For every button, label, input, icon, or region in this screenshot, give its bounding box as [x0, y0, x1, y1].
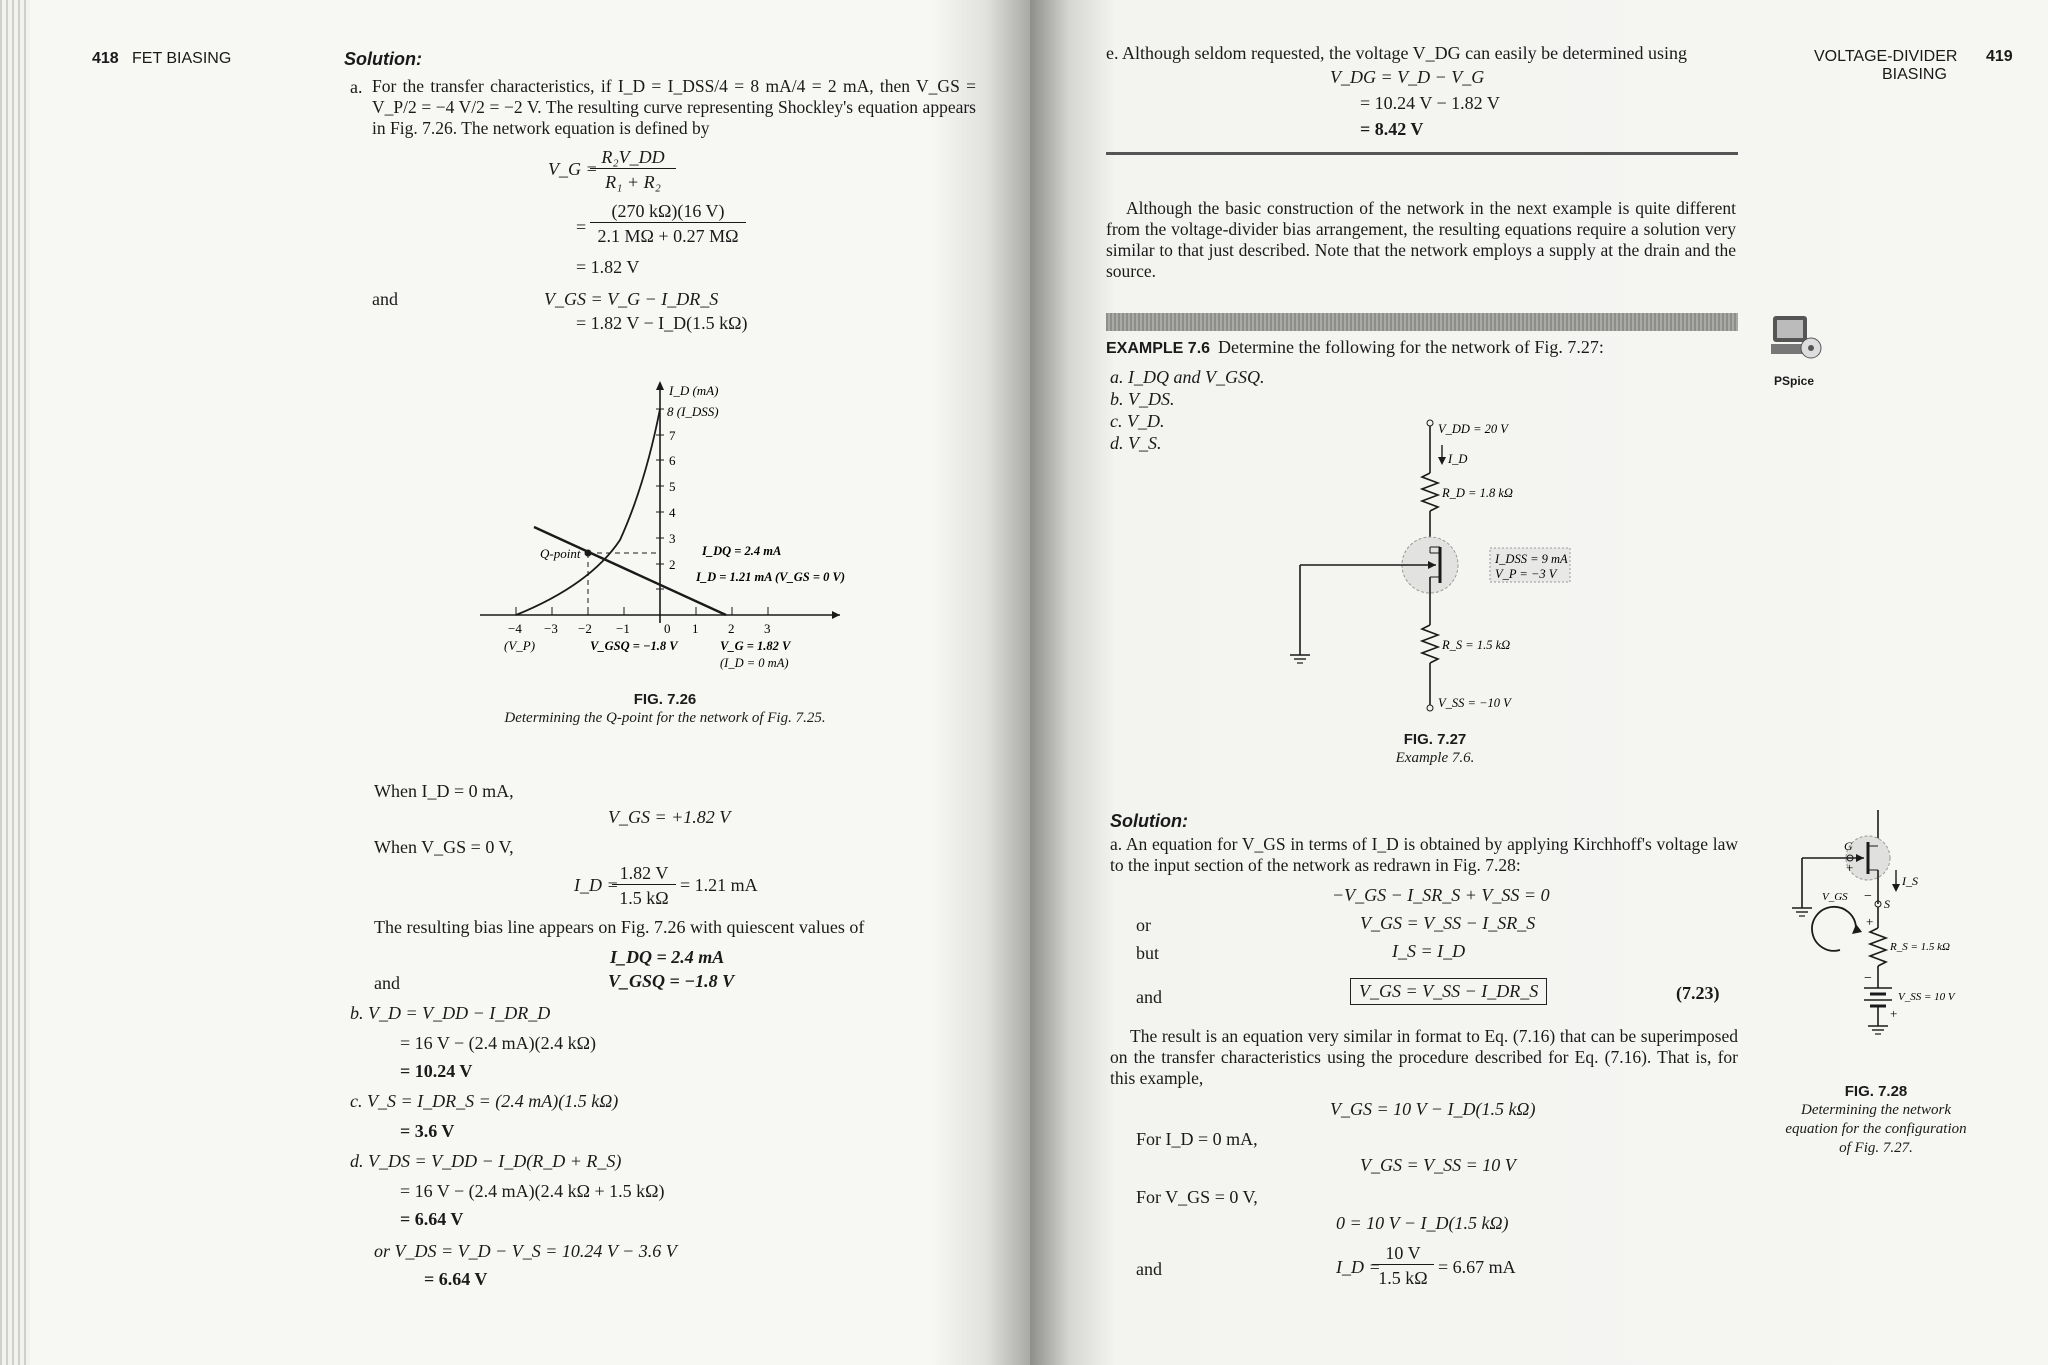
- rs-minus: −: [1864, 971, 1872, 986]
- y-tick-3: 3: [669, 531, 676, 546]
- fig-7-27-description: Example 7.6.: [1395, 750, 1475, 766]
- gate-plus: +: [1846, 860, 1854, 875]
- x-tick-1: 1: [692, 621, 699, 636]
- when-id0-text: When I_D = 0 mA,: [374, 781, 514, 801]
- vdd-label: V_DD = 20 V: [1438, 422, 1508, 436]
- example-text: Determine the following for the network of Fig. 7.27:: [1218, 337, 1604, 357]
- part-d-alt-equation: or V_DS = V_D − V_S = 10.24 V − 3.6 V: [374, 1241, 677, 1261]
- source-label: S: [1884, 897, 1890, 911]
- vg-lhs: V_G =: [548, 159, 598, 179]
- vg-eq2: =: [576, 217, 587, 237]
- page-binding-edge: [0, 0, 30, 1365]
- vp-label: (V_P): [504, 638, 536, 653]
- vdd-terminal: [1427, 420, 1433, 426]
- id-lhs: I_D =: [574, 875, 619, 895]
- right-page: [1030, 0, 2048, 1365]
- example-banner: [1106, 313, 1738, 331]
- vg-axis-label: V_G = 1.82 V: [720, 639, 791, 653]
- y-tick-7: 7: [669, 428, 676, 443]
- fig-7-26-caption: [470, 690, 860, 728]
- example-item-a: a. I_DQ and V_GSQ.: [1110, 367, 1265, 387]
- part-e-text: e. Although seldom requested, the voltage V_DG can easily be determined using: [1106, 43, 1688, 63]
- id-vgs0-label: I_D = 1.21 mA (V_GS = 0 V): [696, 570, 845, 584]
- id-lhs: I_D =: [1336, 1257, 1381, 1277]
- kvl-equation-1: −V_GS − I_SR_S + V_SS = 0: [1332, 885, 1550, 905]
- for-vgs0-label: For V_GS = 0 V,: [1136, 1187, 1258, 1207]
- x-axis-arrow: [832, 611, 840, 619]
- and-label: and: [372, 289, 398, 309]
- x-tick-marks: [516, 607, 768, 615]
- x-tick-0: 0: [664, 621, 671, 636]
- kvl-equation-2: V_GS = V_SS − I_SR_S: [1360, 913, 1536, 933]
- x-tick-neg2: −2: [578, 621, 592, 636]
- equation-number: (7.23): [1676, 983, 1720, 1003]
- y-tick-2: 2: [669, 557, 676, 572]
- zero-equation: 0 = 10 V − I_D(1.5 kΩ): [1336, 1213, 1509, 1233]
- fig-7-26-label: FIG. 7.26: [633, 691, 697, 708]
- pspice-label: PSpice: [1774, 374, 1815, 388]
- fig-7-28-caption-line-3: of Fig. 7.27.: [1839, 1140, 1913, 1156]
- rs-label: R_S = 1.5 kΩ: [1442, 638, 1511, 652]
- vss-label: V_SS = −10 V: [1438, 696, 1511, 710]
- intro-paragraph: Although the basic construction of the network in the next example is quite different from the voltage-divider bias arrangement, the resulting equations require a solution very similar to that just described. Note that the network employs a supply at the drain and the source.: [1106, 198, 1736, 281]
- circuit-figure-7-27: [1290, 415, 1590, 715]
- part-a-label: a.: [350, 77, 363, 97]
- vgs-plus-equation: V_GS = +1.82 V: [608, 807, 731, 827]
- vss-plus: +: [1890, 1006, 1898, 1021]
- but-label: but: [1136, 943, 1160, 963]
- bias-line-text: The resulting bias line appears on Fig. 7.26 with quiescent values of: [374, 917, 865, 937]
- or-label: or: [1136, 915, 1151, 935]
- example-item-c: c. V_D.: [1110, 411, 1165, 431]
- circuit-figure-7-28: [1760, 800, 2020, 1080]
- id-denominator: 1.5 kΩ: [1378, 1268, 1428, 1288]
- x-tick-neg1: −1: [616, 621, 630, 636]
- transfer-characteristic-figure: [470, 375, 850, 675]
- source-minus: −: [1864, 889, 1872, 904]
- q-point-label: Q-point: [540, 546, 581, 561]
- y-top-label: 8 (I_DSS): [667, 404, 719, 419]
- rd-resistor: [1422, 473, 1438, 511]
- result-paragraph: The result is an equation very similar in format to Eq. (7.16) that can be superimposed on the transfer characteristics using the procedure described for Eq. (7.16). That is, for this example,: [1110, 1026, 1738, 1088]
- section-divider: [1106, 152, 1738, 155]
- part-d-result: = 6.64 V: [400, 1209, 464, 1229]
- x-tick-neg3: −3: [544, 621, 558, 636]
- part-a-text: For the transfer characteristics, if I_D = I_DSS/4 = 8 mA/4 = 2 mA, then V_GS = V_P/2 = −4 V/2 = −2 V. The resulting curve representing Shockley's equation appears in Fig. 7.26. The network equation is defined by: [372, 76, 976, 138]
- vdg-result: = 8.42 V: [1360, 119, 1424, 139]
- y-axis-arrow: [656, 381, 664, 390]
- pspice-computer-icon: [1765, 312, 1825, 368]
- x-tick-3: 3: [764, 621, 771, 636]
- part-d-step: = 16 V − (2.4 mA)(2.4 kΩ + 1.5 kΩ): [400, 1181, 665, 1201]
- part-d-alt-result: = 6.64 V: [424, 1269, 488, 1289]
- y-tick-5: 5: [669, 479, 676, 494]
- example-item-b: b. V_DS.: [1110, 389, 1175, 409]
- rs-plus: +: [1866, 914, 1874, 929]
- id-fraction: [612, 862, 676, 909]
- part-b-result: = 10.24 V: [400, 1061, 473, 1081]
- rs-resistor: [1422, 625, 1438, 663]
- id-numerator: 10 V: [1372, 1242, 1434, 1265]
- q-point-marker: [585, 550, 592, 557]
- vgsq-value: V_GSQ = −1.8 V: [608, 971, 735, 991]
- idq-label: I_DQ = 2.4 mA: [702, 544, 782, 558]
- page-number: 419: [1986, 48, 2013, 65]
- id-denominator: 1.5 kΩ: [619, 888, 669, 908]
- for-id0-label: For I_D = 0 mA,: [1136, 1129, 1258, 1149]
- solution-heading: Solution:: [344, 49, 422, 69]
- vg-fraction: [590, 146, 676, 193]
- part-b-equation: b. V_D = V_DD − I_DR_D: [350, 1003, 551, 1023]
- idq-value: I_DQ = 2.4 mA: [610, 947, 725, 967]
- example-equation: V_GS = 10 V − I_D(1.5 kΩ): [1330, 1099, 1536, 1119]
- vp-label: V_P = −3 V: [1495, 567, 1557, 581]
- vg-numerator: R₂V_DD: [590, 146, 676, 169]
- and-label-2: and: [1136, 1259, 1162, 1279]
- id-label: I_D: [1448, 452, 1468, 466]
- vgsq-label: V_GSQ = −1.8 V: [590, 639, 678, 653]
- x-tick-neg4: −4: [508, 621, 522, 636]
- part-b-step: = 16 V − (2.4 mA)(2.4 kΩ): [400, 1033, 597, 1053]
- example-label: EXAMPLE 7.6: [1106, 340, 1211, 357]
- vss-terminal: [1427, 705, 1433, 711]
- kvl-loop-arrow: [1812, 907, 1856, 951]
- kvl-equation-3: I_S = I_D: [1392, 941, 1466, 961]
- running-head: FET BIASING: [132, 50, 232, 67]
- id0-axis-label: (I_D = 0 mA): [720, 656, 789, 670]
- id-result: = 6.67 mA: [1438, 1257, 1516, 1277]
- fig-7-27-caption: [1360, 730, 1510, 768]
- vdg-equation: V_DG = V_D − V_G: [1330, 67, 1485, 87]
- running-head-line-1: VOLTAGE-DIVIDER: [1814, 48, 1958, 65]
- vg-result: = 1.82 V: [576, 257, 640, 277]
- y-axis-label: I_D (mA): [669, 383, 719, 398]
- fig-7-26-description: Determining the Q-point for the network of Fig. 7.25.: [504, 710, 826, 726]
- vgs-vss-equation: V_GS = V_SS = 10 V: [1360, 1155, 1516, 1175]
- fig-7-27-label: FIG. 7.27: [1403, 731, 1467, 748]
- id-result: = 1.21 mA: [680, 875, 758, 895]
- vgs-label-28: V_GS: [1822, 891, 1848, 903]
- vgs-equation: V_GS = V_G − I_DR_S: [544, 289, 719, 309]
- vg-numerator-numeric: (270 kΩ)(16 V): [590, 200, 746, 223]
- id-numerator: 1.82 V: [612, 862, 676, 885]
- and-label: and: [1136, 987, 1162, 1007]
- rs-label-28: R_S = 1.5 kΩ: [1890, 941, 1950, 953]
- solution-a-text: a. An equation for V_GS in terms of I_D is obtained by applying Kirchhoff's voltage law to the input section of the network as redrawn in Fig. 7.28:: [1110, 834, 1738, 875]
- vg-denominator-numeric: 2.1 MΩ + 0.27 MΩ: [597, 226, 739, 246]
- vss-label-28: V_SS = 10 V: [1898, 991, 1955, 1003]
- fig-7-28-caption: [1776, 1082, 1976, 1158]
- boxed-equation-7-23: V_GS = V_SS − I_DR_S: [1350, 978, 1547, 1005]
- rs-resistor-28: [1870, 928, 1886, 966]
- rd-label: R_D = 1.8 kΩ: [1442, 486, 1513, 500]
- and-label-2: and: [374, 973, 400, 993]
- is-label: I_S: [1902, 874, 1918, 888]
- fig-7-28-caption-line-1: Determining the network: [1801, 1102, 1951, 1118]
- example-item-d: d. V_S.: [1110, 433, 1162, 453]
- gate-label: G: [1844, 839, 1853, 853]
- part-c-equation: c. V_S = I_DR_S = (2.4 mA)(1.5 kΩ): [350, 1091, 619, 1111]
- when-vgs0-text: When V_GS = 0 V,: [374, 837, 514, 857]
- y-tick-6: 6: [669, 453, 676, 468]
- vg-fraction-numeric: [590, 200, 746, 247]
- part-c-result: = 3.6 V: [400, 1121, 455, 1141]
- x-tick-2: 2: [728, 621, 735, 636]
- solution-heading: Solution:: [1110, 811, 1188, 831]
- fig-7-28-caption-line-2: equation for the configuration: [1785, 1121, 1967, 1137]
- running-head-line-2: BIASING: [1882, 66, 1947, 83]
- page-number: 418: [92, 50, 119, 67]
- fig-7-28-label: FIG. 7.28: [1844, 1083, 1908, 1100]
- idss-label: I_DSS = 9 mA: [1495, 552, 1568, 566]
- id-fraction: [1372, 1242, 1434, 1289]
- part-d-equation: d. V_DS = V_DD − I_D(R_D + R_S): [350, 1151, 622, 1171]
- y-tick-4: 4: [669, 505, 676, 520]
- vdg-step: = 10.24 V − 1.82 V: [1360, 93, 1500, 113]
- vg-denominator: R₁ + R₂: [605, 172, 661, 192]
- vgs-equation-2: = 1.82 V − I_D(1.5 kΩ): [576, 313, 748, 333]
